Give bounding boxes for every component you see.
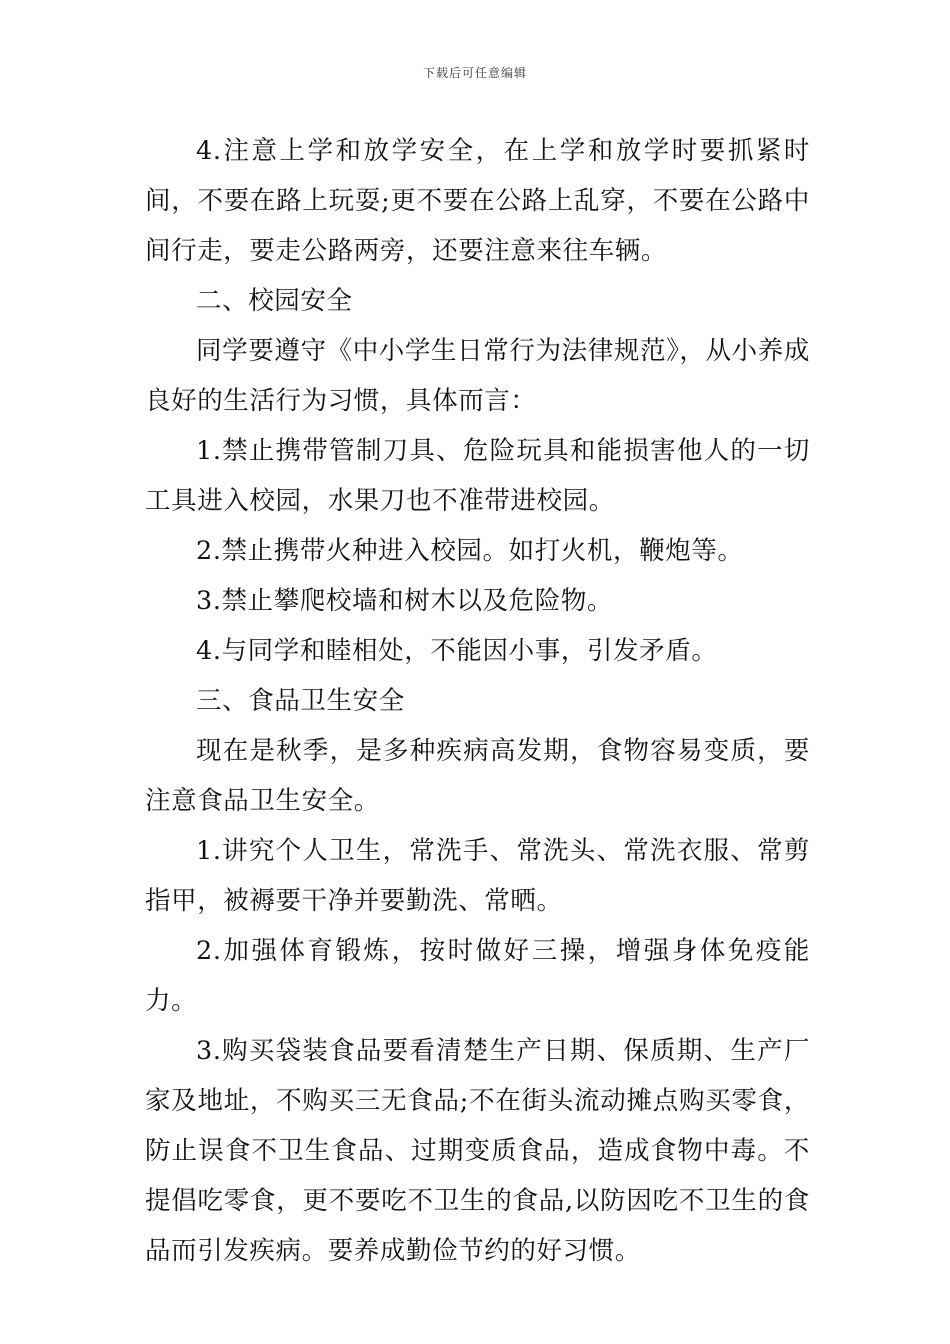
paragraph-campus-rule-3: 3.禁止攀爬校墙和树木以及危险物。: [196, 586, 614, 616]
paragraph-food-intro: 现在是秋季，是多种疾病高发期，食物容易变质，要注意食品卫生安全。: [145, 736, 810, 816]
section-heading-campus-safety: 二、校园安全: [196, 286, 353, 316]
paragraph-campus-rule-4: 4.与同学和睦相处，不能因小事，引发矛盾。: [196, 636, 718, 666]
paragraph-campus-intro: 同学要遵守《中小学生日常行为法律规范》，从小养成良好的生活行为习惯，具体而言：: [145, 336, 810, 416]
document-body: [145, 126, 810, 1276]
page-header: 下载后可任意编辑: [422, 66, 527, 80]
paragraph-commute-safety: 4.注意上学和放学安全，在上学和放学时要抓紧时间，不要在路上玩耍;更不要在公路上乱穿，不要在公路中间行走，要走公路两旁，还要注意来往车辆。: [145, 136, 810, 266]
paragraph-food-rule-2: 2.加强体育锻炼，按时做好三操，增强身体免疫能力。: [145, 936, 810, 1016]
section-heading-food-safety: 三、食品卫生安全: [196, 686, 405, 716]
paragraph-campus-rule-2: 2.禁止携带火种进入校园。如打火机，鞭炮等。: [196, 536, 744, 566]
paragraph-food-rule-3: 3.购买袋装食品要看清楚生产日期、保质期、生产厂家及地址，不购买三无食品;不在街头流动摊点购买零食，防止误食不卫生食品、过期变质食品，造成食物中毒。不提倡吃零食，更不要吃不卫生的食品,以防因吃不卫生的食品而引发疾病。要养成勤俭节约的好习惯。: [145, 1036, 810, 1266]
paragraph-campus-rule-1: 1.禁止携带管制刀具、危险玩具和能损害他人的一切工具进入校园，水果刀也不准带进校园。: [145, 436, 810, 516]
paragraph-food-rule-1: 1.讲究个人卫生，常洗手、常洗头、常洗衣服、常剪指甲，被褥要干净并要勤洗、常晒。: [145, 836, 810, 916]
